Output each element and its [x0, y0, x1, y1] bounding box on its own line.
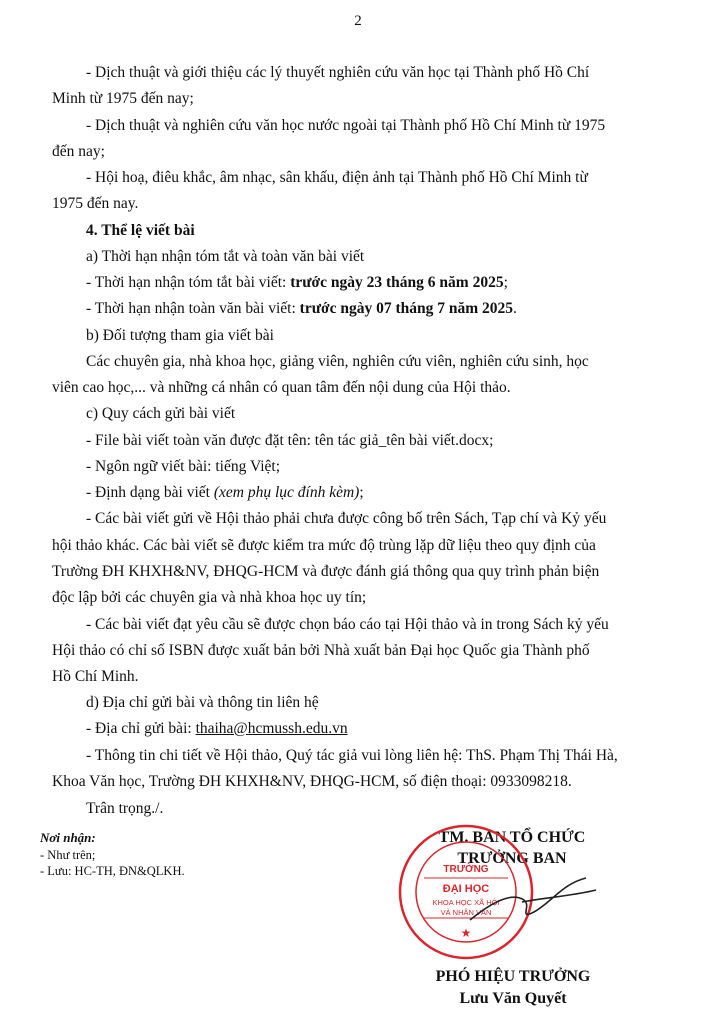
submission-email-link[interactable]: thaiha@hcmussh.edu.vn	[195, 720, 348, 737]
svg-text:VÀ NHÂN VĂN: VÀ NHÂN VĂN	[440, 908, 492, 917]
topic-item-1-cont: Minh từ 1975 đến nay;	[52, 90, 194, 107]
punct: ;	[503, 274, 508, 291]
svg-text:KHOA HỌC XÃ HỘI: KHOA HỌC XÃ HỘI	[432, 898, 500, 907]
recipient-1: - Như trên;	[40, 848, 96, 862]
full-paper-deadline-date: trước ngày 07 tháng 7 năm 2025	[299, 300, 514, 317]
section-4-heading: 4. Thể lệ viết bài	[86, 222, 195, 239]
svg-text:TRƯỜNG: TRƯỜNG	[443, 864, 489, 875]
svg-text:ĐẠI HỌC: ĐẠI HỌC	[442, 883, 490, 895]
page-number: 2	[354, 13, 362, 29]
punct: .	[513, 300, 517, 317]
closing-text: Trân trọng./.	[86, 800, 164, 817]
subsection-c-heading: c) Quy cách gửi bài viết	[86, 405, 236, 422]
topic-item-2: - Dịch thuật và nghiên cứu văn học nước ngoài tại Thành phố Hồ Chí Minh từ 1975	[86, 117, 606, 134]
subsection-a-heading: a) Thời hạn nhận tóm tắt và toàn văn bài viết	[86, 248, 365, 265]
topic-item-2-cont: đến nay;	[52, 143, 105, 160]
org-title: TM. BAN TỔ CHỨC	[438, 829, 586, 846]
abstract-deadline-date: trước ngày 23 tháng 6 năm 2025	[290, 274, 504, 291]
subsection-d-heading: d) Địa chỉ gửi bài và thông tin liên hệ	[86, 694, 319, 711]
subsection-b-heading: b) Đối tượng tham gia viết bài	[86, 327, 274, 344]
signer-title: PHÓ HIỆU TRƯỞNG	[435, 968, 591, 985]
full-paper-deadline-line	[86, 300, 517, 318]
svg-text:★: ★	[460, 926, 472, 940]
recipients-title: Nơi nhận:	[40, 830, 96, 845]
originality-rule: - Các bài viết gửi về Hội thảo phải chưa được công bố trên Sách, Tạp chí và Kỷ yếu	[86, 510, 607, 527]
participants-text-cont: viên cao học,... và những cá nhân có quan tâm đến nội dung của Hội thảo.	[52, 379, 511, 396]
abstract-deadline-line	[86, 274, 508, 292]
originality-rule-cont-2: Trường ĐH KHXH&NV, ĐHQG-HCM và được đánh giá thông qua quy trình phản biện	[52, 563, 600, 580]
signature-icon	[462, 872, 602, 932]
originality-rule-cont-1: hội thảo khác. Các bài viết sẽ được kiểm tra mức độ trùng lặp dữ liệu theo quy định của	[52, 537, 596, 554]
format-rule-note: (xem phụ lục đính kèm)	[213, 484, 360, 501]
participants-text: Các chuyên gia, nhà khoa học, giảng viên, nghiên cứu viên, nghiên cứu sinh, học	[86, 353, 589, 370]
file-naming-rule: - File bài viết toàn văn được đặt tên: tên tác giả_tên bài viết.docx;	[86, 432, 494, 449]
abstract-deadline-label: - Thời hạn nhận tóm tắt bài viết:	[86, 274, 291, 291]
signer-name: Lưu Văn Quyết	[459, 990, 567, 1007]
selection-rule-cont-1: Hội thảo có chỉ số ISBN được xuất bản bởi Nhà xuất bản Đại học Quốc gia Thành phố	[52, 642, 590, 659]
topic-item-3: - Hội hoạ, điêu khắc, âm nhạc, sân khấu, điện ảnh tại Thành phố Hồ Chí Minh từ	[86, 169, 588, 186]
full-paper-deadline-label: - Thời hạn nhận toàn văn bài viết:	[86, 300, 300, 317]
topic-item-1: - Dịch thuật và giới thiệu các lý thuyết nghiên cứu văn học tại Thành phố Hồ Chí	[86, 64, 590, 81]
format-rule-label: - Định dạng bài viết	[86, 484, 214, 501]
contact-info-cont: Khoa Văn học, Trường ĐH KHXH&NV, ĐHQG-HCM, số điện thoại: 0933098218.	[52, 773, 572, 790]
punct: ;	[359, 484, 364, 501]
submission-address-line	[86, 720, 348, 738]
recipient-2: - Lưu: HC-TH, ĐN&QLKH.	[40, 864, 185, 878]
format-rule	[86, 484, 364, 502]
submission-address-label: - Địa chỉ gửi bài:	[86, 720, 196, 737]
org-role: TRƯỞNG BAN	[457, 850, 567, 867]
selection-rule-cont-2: Hồ Chí Minh.	[52, 668, 139, 685]
language-rule: - Ngôn ngữ viết bài: tiếng Việt;	[86, 458, 281, 475]
topic-item-3-cont: 1975 đến nay.	[52, 195, 139, 212]
selection-rule: - Các bài viết đạt yêu cầu sẽ được chọn báo cáo tại Hội thảo và in trong Sách kỷ yếu	[86, 616, 609, 633]
contact-info: - Thông tin chi tiết về Hội thảo, Quý tác giả vui lòng liên hệ: ThS. Phạm Thị Thái Hà,	[86, 747, 618, 764]
originality-rule-cont-3: độc lập bởi các chuyên gia và nhà khoa học uy tín;	[52, 589, 367, 606]
